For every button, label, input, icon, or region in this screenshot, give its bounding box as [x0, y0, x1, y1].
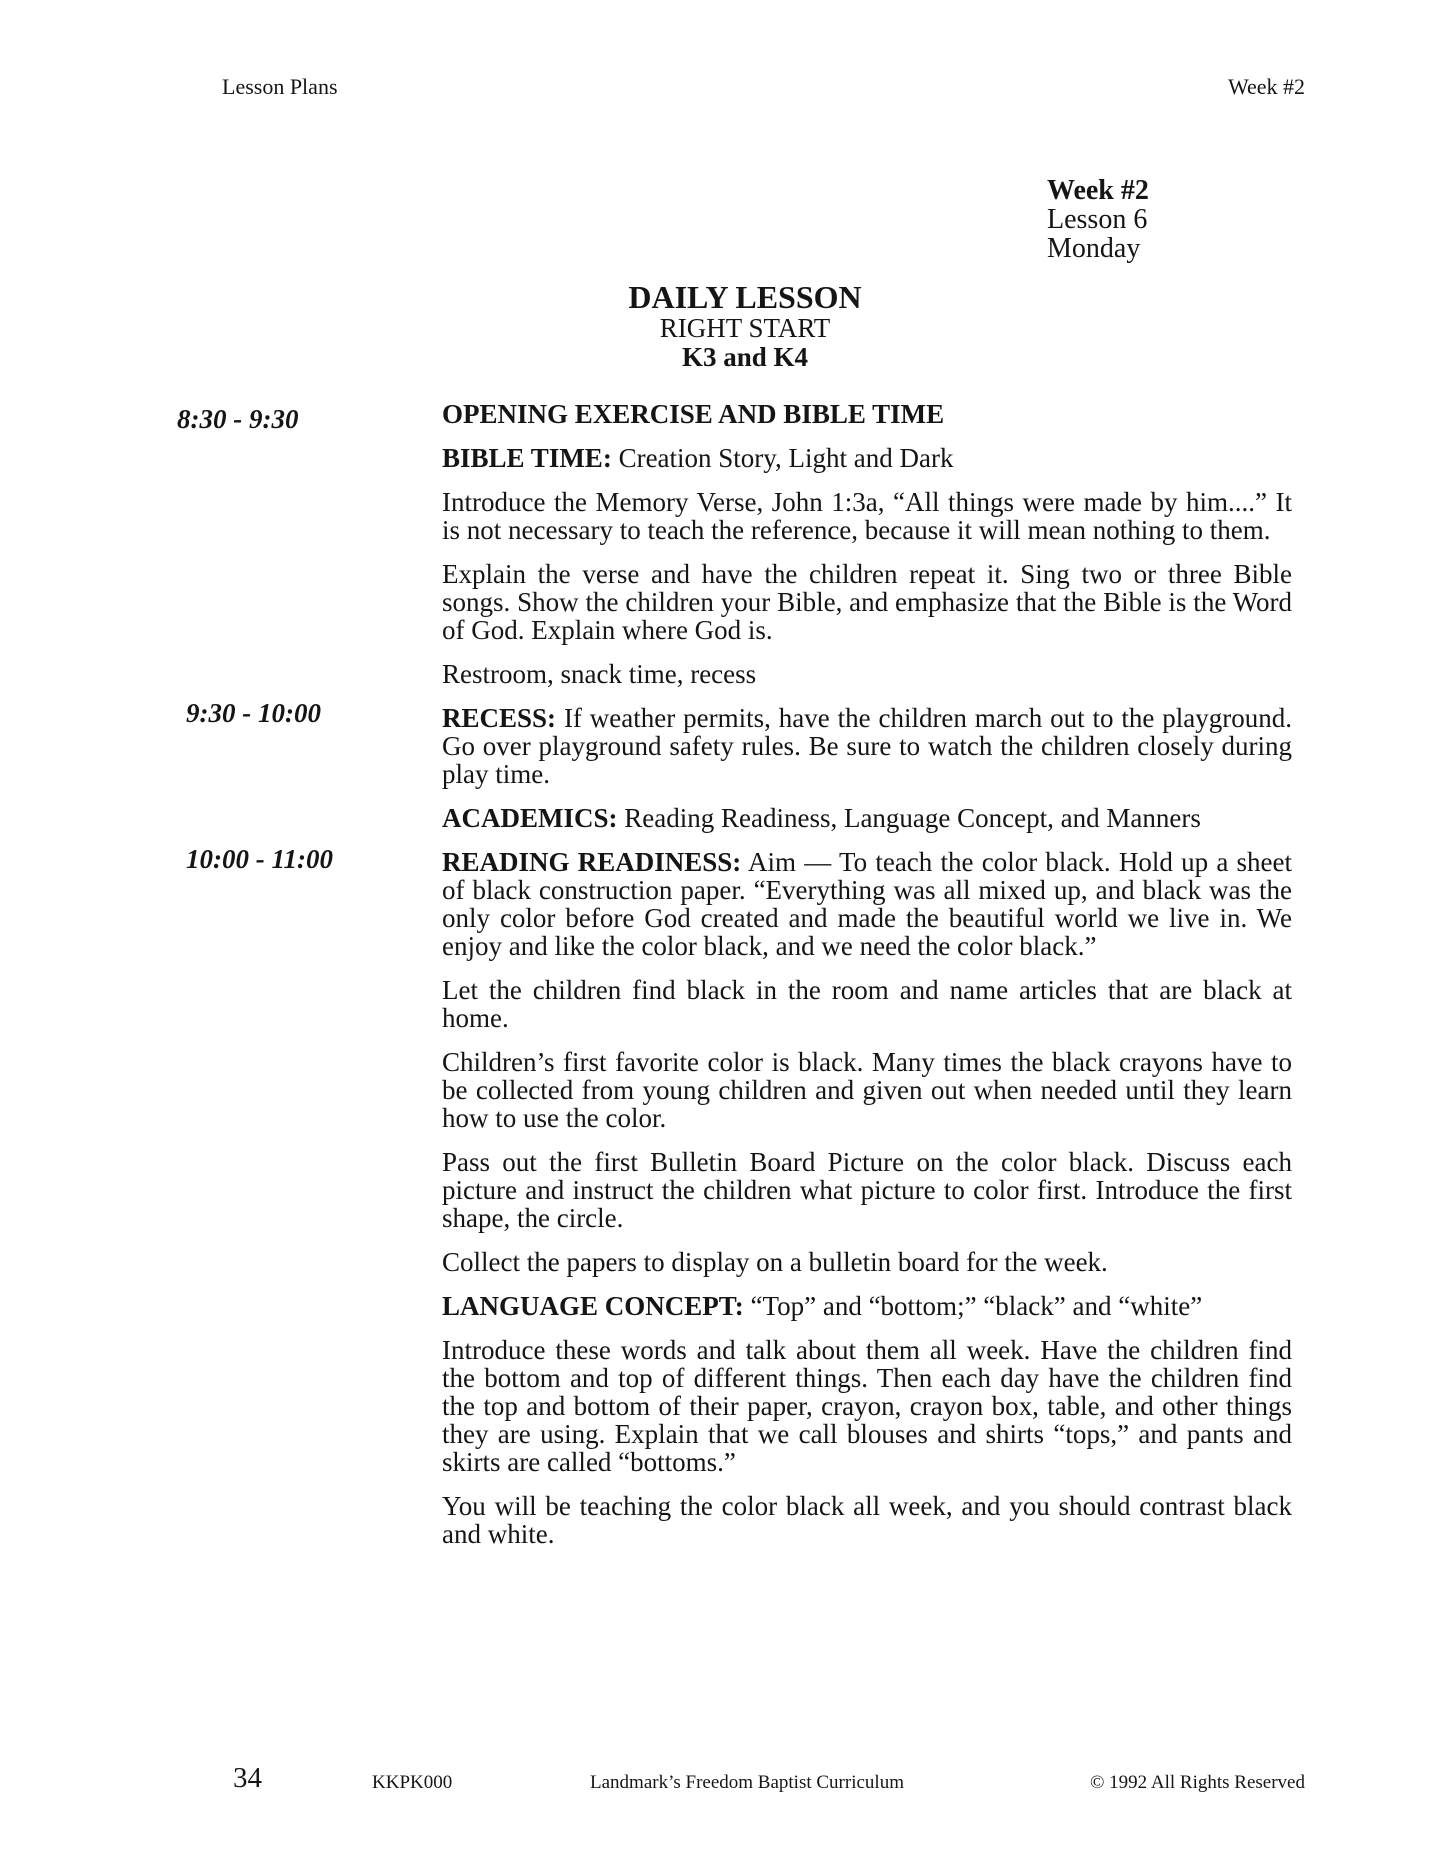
language-concept-line [442, 1292, 1292, 1320]
reading-readiness-paragraph [442, 848, 1292, 960]
paragraph: Children’s first favorite color is black. Many times the black crayons have to be collected from young children and given out when needed until they learn how to use the color. [442, 1047, 1292, 1133]
time-slot-1: 8:30 - 9:30 [177, 404, 299, 434]
lesson-meta [1047, 176, 1149, 263]
running-header-left: Lesson Plans [222, 74, 338, 99]
running-header-right: Week #2 [1227, 74, 1305, 99]
meta-week: Week #2 [1047, 175, 1149, 206]
academics-label: ACADEMICS: [442, 803, 618, 833]
bible-time-line [442, 444, 1292, 472]
recess-text: If weather permits, have the children march out to the playground. Go over playground safety rules. Be sure to watch the children closely during play time. [442, 703, 1292, 789]
product-code: KKPK000 [372, 1772, 453, 1793]
paragraph: Introduce the Memory Verse, John 1:3a, “All things were made by him....” It is not necessary to teach the reference, because it will mean nothing to them. [442, 487, 1292, 545]
reading-readiness-label: READING READINESS: [442, 847, 742, 877]
meta-day: Monday [1047, 233, 1141, 264]
paragraph: Explain the verse and have the children repeat it. Sing two or three Bible songs. Show the children your Bible, and emphasize that the Bible is the Word of God. Explain where God is. [442, 559, 1292, 645]
academics-line [442, 804, 1292, 832]
recess-intro: Restroom, snack time, recess [442, 659, 757, 689]
language-concept-label: LANGUAGE CONCEPT: [442, 1291, 744, 1321]
recess-label: RECESS: [442, 703, 557, 733]
page-title: DAILY LESSON [628, 279, 862, 315]
paragraph: Collect the papers to display on a bulletin board for the week. [442, 1247, 1108, 1277]
meta-lesson: Lesson 6 [1047, 204, 1148, 235]
paragraph: You will be teaching the color black all week, and you should contrast black and white. [442, 1491, 1292, 1549]
publisher-name: Landmark’s Freedom Baptist Curriculum [590, 1772, 904, 1793]
section-heading-opening: OPENING EXERCISE AND BIBLE TIME [442, 399, 945, 429]
page-subtitle: RIGHT START [659, 313, 831, 343]
language-concept-text: “Top” and “bottom;” “black” and “white” [750, 1291, 1203, 1321]
bible-time-label: BIBLE TIME: [442, 443, 612, 473]
reading-readiness-text: Aim — To teach the color black. Hold up a sheet of black construction paper. “Everything was all mixed up, and black was the only color before God created and made the beautiful world we live in. We enjoy and like the color black, and we need the color black.” [442, 847, 1292, 961]
title-block [445, 280, 1045, 372]
paragraph: Let the children find black in the room and name articles that are black at home. [442, 975, 1292, 1033]
academics-text: Reading Readiness, Language Concept, and Manners [624, 803, 1201, 833]
time-slot-2: 9:30 - 10:00 [186, 698, 321, 728]
bible-time-text: Creation Story, Light and Dark [618, 443, 954, 473]
page-number: 34 [233, 1762, 262, 1794]
paragraph: Introduce these words and talk about them all week. Have the children find the bottom and top of different things. Then each day have the children find the top and bottom of their paper, crayon, crayon box, table, and other things they are using. Explain that we call blouses and shirts “tops,” and pants and skirts are called “bottoms.” [442, 1335, 1292, 1477]
grade-levels: K3 and K4 [681, 342, 809, 372]
recess-paragraph [442, 704, 1292, 788]
time-slot-3: 10:00 - 11:00 [186, 844, 333, 874]
paragraph: Pass out the first Bulletin Board Picture on the color black. Discuss each picture and instruct the children what picture to color first. Introduce the first shape, the circle. [442, 1147, 1292, 1233]
copyright-notice: © 1992 All Rights Reserved [1090, 1772, 1305, 1793]
lesson-content [442, 400, 1292, 1564]
